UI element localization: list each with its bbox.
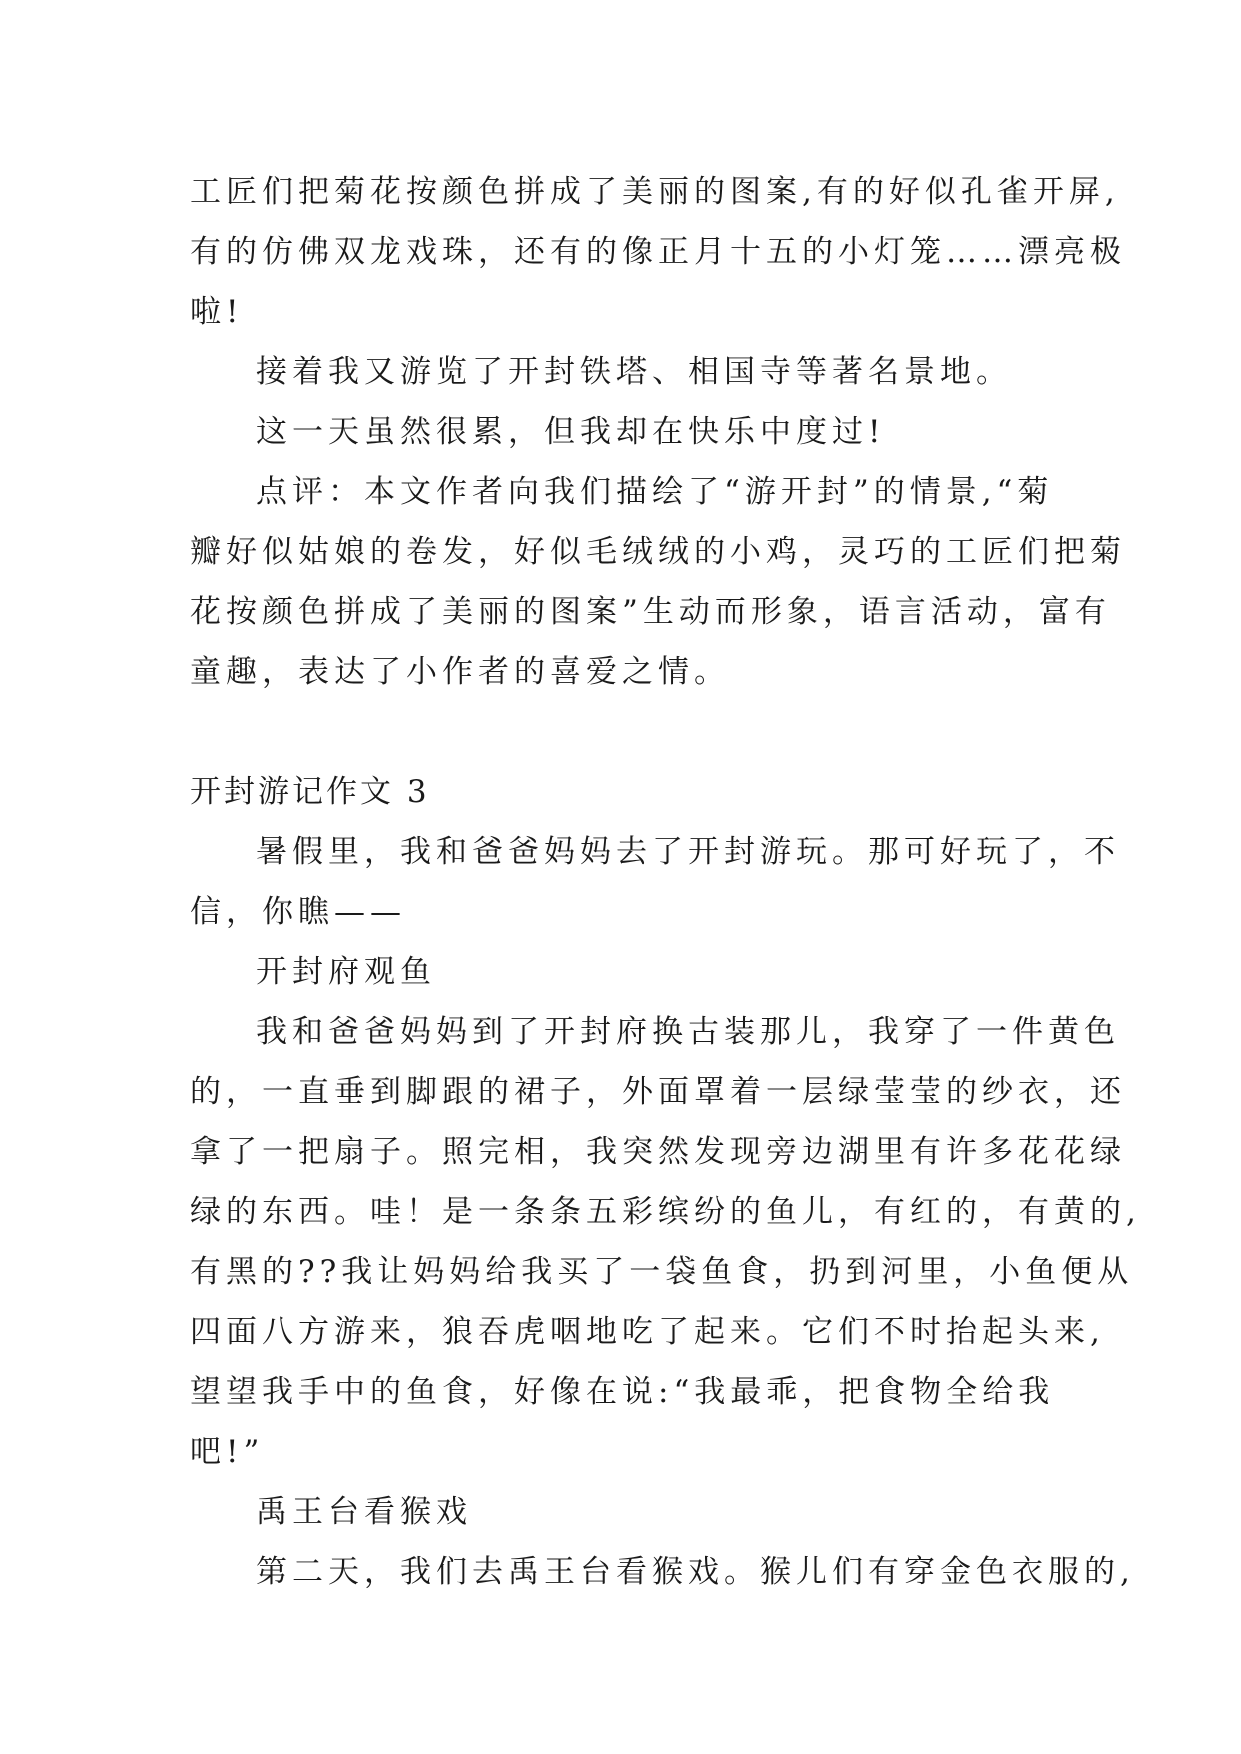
document-body: [190, 162, 1141, 1602]
text-line: 望望我手中的鱼食，好像在说:“我最乖，把食物全给我: [190, 1374, 1055, 1410]
paragraph: [190, 1482, 1070, 1542]
text-line: 瓣好似姑娘的卷发，好似毛绒绒的小鸡，灵巧的工匠们把菊: [190, 534, 1126, 570]
text-line: 有黑的??我让妈妈给我买了一袋鱼食，扔到河里，小鱼便从: [190, 1254, 1134, 1290]
paragraph: [190, 822, 1120, 942]
paragraph: [190, 1002, 1141, 1482]
text-line: 禹王台看猴戏: [256, 1494, 472, 1530]
text-line: 啦!: [190, 294, 244, 330]
text-line: 我和爸爸妈妈到了开封府换古装那儿，我穿了一件黄色: [256, 1014, 1120, 1050]
text-line: 暑假里，我和爸爸妈妈去了开封游玩。那可好玩了，不: [256, 834, 1120, 870]
paragraph: [190, 462, 1126, 702]
text-line: 接着我又游览了开封铁塔、相国寺等著名景地。: [256, 354, 1012, 390]
text-line: 第二天，我们去禹王台看猴戏。猴儿们有穿金色衣服的,: [256, 1554, 1135, 1590]
text-line: 童趣，表达了小作者的喜爱之情。: [190, 654, 730, 690]
section-spacer: [190, 702, 1070, 762]
text-line: 这一天虽然很累，但我却在快乐中度过!: [256, 414, 886, 450]
paragraph: [190, 1542, 1135, 1602]
text-line: 绿的东西。哇！是一条条五彩缤纷的鱼儿，有红的，有黄的,: [190, 1194, 1141, 1230]
paragraph: [190, 942, 1070, 1002]
text-line: 信，你瞧——: [190, 894, 406, 930]
text-line: 开封府观鱼: [256, 954, 436, 990]
text-line: 的，一直垂到脚跟的裙子，外面罩着一层绿莹莹的纱衣，还: [190, 1074, 1126, 1110]
text-line: 拿了一把扇子。照完相，我突然发现旁边湖里有许多花花绿: [190, 1134, 1126, 1170]
paragraph: [190, 162, 1126, 342]
text-line: 吧!”: [190, 1434, 265, 1470]
paragraph: [190, 402, 1070, 462]
text-line: 花按颜色拼成了美丽的图案”生动而形象，语言活动，富有: [190, 594, 1111, 630]
text-line: 点评：本文作者向我们描绘了“游开封”的情景,“菊: [256, 474, 1054, 510]
text-line: 有的仿佛双龙戏珠，还有的像正月十五的小灯笼……漂亮极: [190, 234, 1126, 270]
text-line: 工匠们把菊花按颜色拼成了美丽的图案,有的好似孔雀开屏,: [190, 174, 1120, 210]
text-line: 四面八方游来，狼吞虎咽地吃了起来。它们不时抬起头来,: [190, 1314, 1105, 1350]
paragraph: [190, 342, 1070, 402]
section-heading: 开封游记作文 3: [190, 774, 430, 810]
